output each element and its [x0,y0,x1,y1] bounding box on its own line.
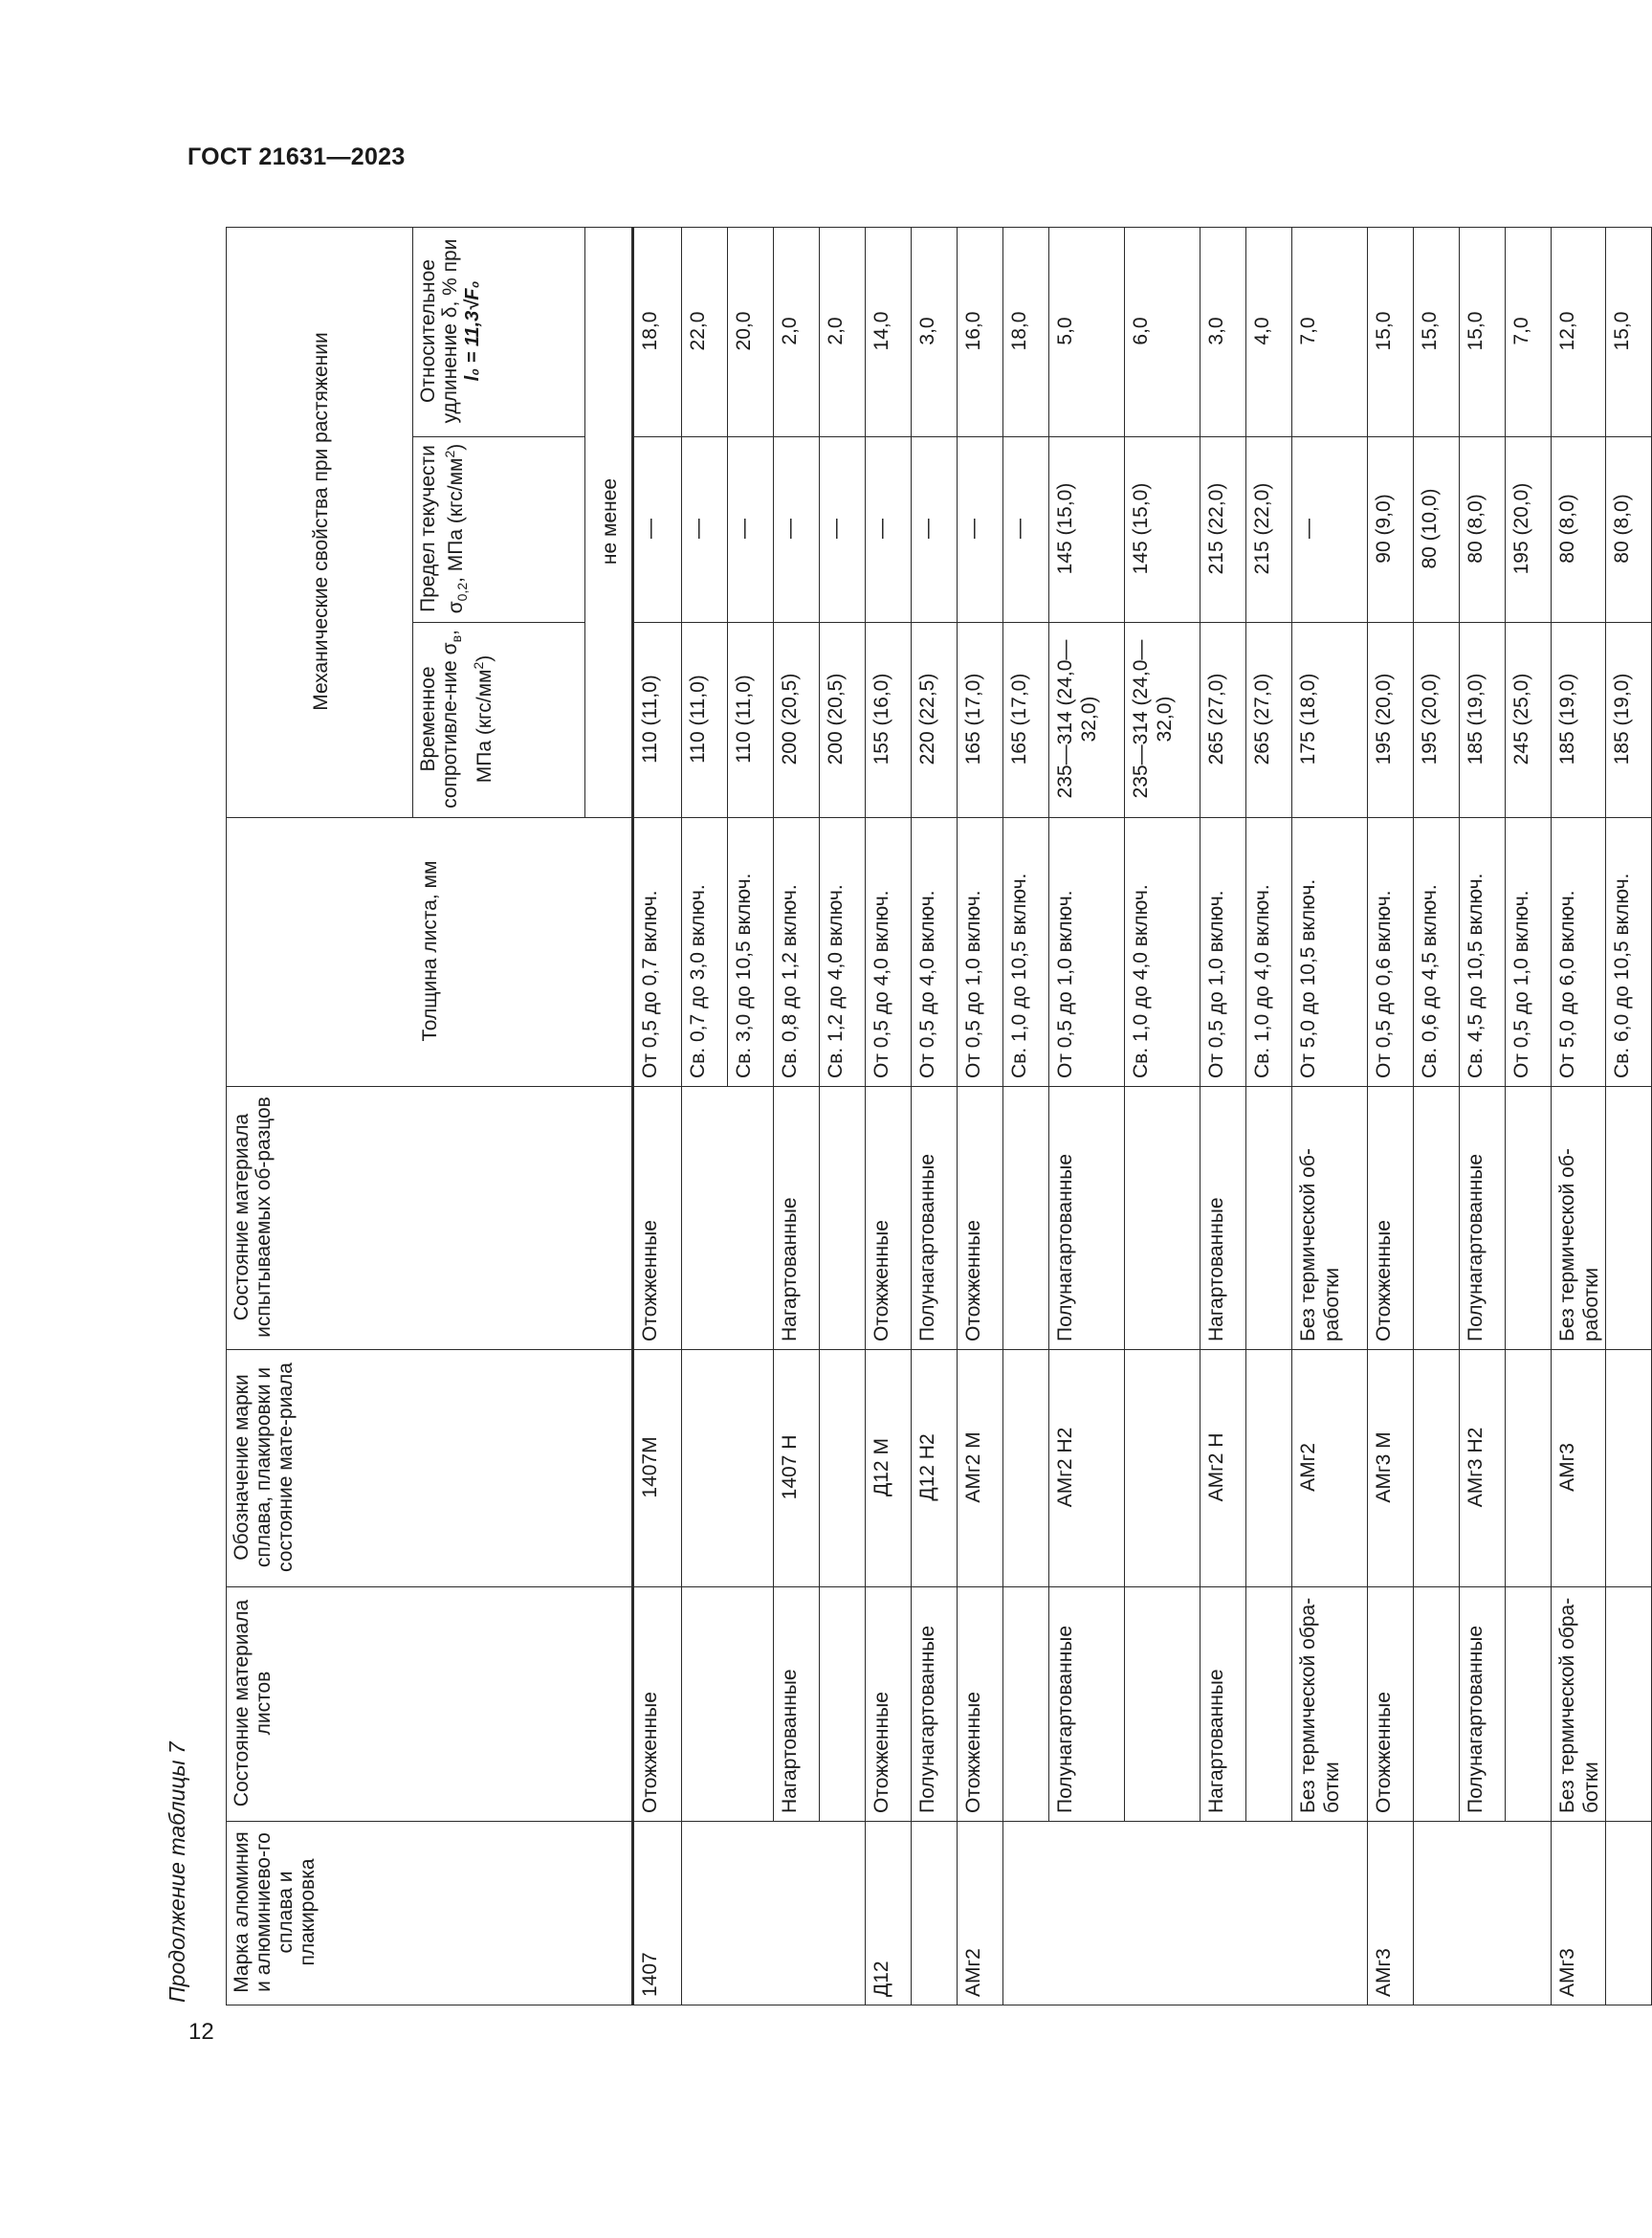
tensile-cell: 195 (20,0) [1368,623,1414,818]
sheet-state-cell: Отожженные [1368,1587,1414,1822]
yield-cell: — [820,437,866,623]
thickness-cell: От 0,5 до 1,0 включ. [1049,818,1125,1087]
yield-cell: 145 (15,0) [1125,437,1200,623]
tensile-cell: 235—314 (24,0—32,0) [1049,623,1125,818]
elongation-cell: 3,0 [912,227,958,436]
table-row [1506,227,1552,2005]
yield-cell: 215 (22,0) [1200,437,1246,623]
grade-cell [1460,1822,1506,2005]
grade-cell [728,1822,774,2005]
col-header-sample-state: Состояние материала испытываемых об-разцов [227,1087,633,1350]
grade-cell: Д12 [866,1822,912,2005]
col-header-thickness: Толщина листа, мм [227,818,633,1087]
table-row [820,227,866,2005]
sheet-state-cell: Полунагартованные [1460,1587,1506,1822]
thickness-cell: От 5,0 до 10,5 включ. [1292,818,1368,1087]
designation-cell: АМг3 М [1368,1350,1414,1587]
sheet-state-cell: Нагартованные [774,1587,820,1822]
table-row [1368,227,1414,2005]
sample-state-cell: Без термической об-работки [1292,1087,1368,1350]
tensile-cell: 265 (27,0) [1200,623,1246,818]
yield-cell: — [774,437,820,623]
sheet-state-cell [1414,1587,1460,1822]
designation-cell [820,1350,866,1587]
thickness-cell: Св. 0,8 до 1,2 включ. [774,818,820,1087]
thickness-cell: Св. 3,0 до 10,5 включ. [728,818,774,1087]
tensile-cell: 235—314 (24,0—32,0) [1125,623,1200,818]
elongation-cell: 5,0 [1049,227,1125,436]
sheet-state-cell: Полунагартованные [912,1587,958,1822]
table-caption: Продолжение таблицы 7 [165,1741,189,2003]
sheet-state-cell [682,1587,728,1822]
grade-cell: АМг2 [958,1822,1003,2005]
sheet-state-cell [1246,1587,1292,1822]
tensile-cell: 265 (27,0) [1246,623,1292,818]
table-row [1292,227,1368,2005]
designation-cell: 1407М [633,1350,682,1587]
tensile-cell: 110 (11,0) [633,623,682,818]
tensile-cell: 165 (17,0) [1003,623,1049,818]
designation-cell [1606,1350,1652,1587]
yield-cell: 80 (8,0) [1606,437,1652,623]
yield-cell: 80 (10,0) [1414,437,1460,623]
sheet-state-cell [820,1587,866,1822]
designation-cell [1506,1350,1552,1587]
thickness-cell: Св. 1,0 до 10,5 включ. [1003,818,1049,1087]
designation-cell [1125,1350,1200,1587]
sheet-state-cell [1506,1587,1552,1822]
thickness-cell: Св. 4,5 до 10,5 включ. [1460,818,1506,1087]
document-title: ГОСТ 21631—2023 [187,144,406,170]
designation-cell: Д12 Н2 [912,1350,958,1587]
elongation-cell: 18,0 [1003,227,1049,436]
elongation-cell: 15,0 [1606,227,1652,436]
sample-state-cell [1414,1087,1460,1350]
elongation-formula: l₀ = 11,3√F₀ [462,280,483,382]
grade-cell [1414,1822,1460,2005]
thickness-cell: От 0,5 до 4,0 включ. [866,818,912,1087]
yield-cell: — [866,437,912,623]
designation-cell [728,1350,774,1587]
yield-cell: 195 (20,0) [1506,437,1552,623]
sample-state-cell: Полунагартованные [1460,1087,1506,1350]
elongation-cell: 7,0 [1292,227,1368,436]
col-header-yield: Предел текучести $\sigma_{0,2}$, МПа $(кгс/мм^2)$ [413,437,585,623]
sample-state-cell [1606,1087,1652,1350]
elongation-cell: 6,0 [1125,227,1200,436]
table-row [1246,227,1292,2005]
tensile-cell: 200 (20,5) [774,623,820,818]
tensile-cell: 245 (25,0) [1506,623,1552,818]
sample-state-cell [728,1087,774,1350]
not-less-label: не менее [585,227,633,817]
grade-cell [1003,1822,1049,2005]
tensile-cell: 175 (18,0) [1292,623,1368,818]
thickness-cell: Св. 6,0 до 10,5 включ. [1606,818,1652,1087]
thickness-cell: Св. 0,7 до 3,0 включ. [682,818,728,1087]
grade-cell: 1407 [633,1822,682,2005]
sheet-state-cell: Отожженные [866,1587,912,1822]
sheet-state-cell: Без термической обра-ботки [1292,1587,1368,1822]
tensile-cell: 155 (16,0) [866,623,912,818]
elongation-cell: 20,0 [728,227,774,436]
table-row [1552,227,1606,2005]
sheet-state-cell: Отожженные [633,1587,682,1822]
rotated-table-wrapper [226,228,1633,2005]
table-row [1414,227,1460,2005]
sheet-state-cell [728,1587,774,1822]
designation-cell [1414,1350,1460,1587]
elongation-cell: 2,0 [820,227,866,436]
sheet-state-cell [1003,1587,1049,1822]
sample-state-cell [682,1087,728,1350]
tensile-cell: 195 (20,0) [1414,623,1460,818]
yield-cell: — [633,437,682,623]
yield-cell: 80 (8,0) [1460,437,1506,623]
col-header-designation: Обозначение марки сплава, плакировки и состояние мате-риала [227,1350,633,1587]
sample-state-cell [1125,1087,1200,1350]
yield-cell: — [682,437,728,623]
sheet-state-cell: Без термической обра-ботки [1552,1587,1606,1822]
designation-cell [1003,1350,1049,1587]
elongation-cell: 7,0 [1506,227,1552,436]
elongation-cell: 2,0 [774,227,820,436]
col-header-grade: Марка алюминия и алюминиево-го сплава и плакировка [227,1822,633,2005]
sample-state-cell: Нагартованные [774,1087,820,1350]
thickness-cell: Св. 1,0 до 4,0 включ. [1246,818,1292,1087]
thickness-cell: Св. 1,2 до 4,0 включ. [820,818,866,1087]
grade-cell [1292,1822,1368,2005]
designation-cell: 1407 Н [774,1350,820,1587]
sample-state-cell [1506,1087,1552,1350]
grade-cell [820,1822,866,2005]
tensile-cell: 185 (19,0) [1460,623,1506,818]
sample-state-cell [1003,1087,1049,1350]
header-row [227,227,413,2005]
designation-cell [682,1350,728,1587]
designation-cell [1246,1350,1292,1587]
sample-state-cell: Отожженные [958,1087,1003,1350]
sample-state-cell: Полунагартованные [912,1087,958,1350]
elongation-cell: 22,0 [682,227,728,436]
grade-cell [1200,1822,1246,2005]
sample-state-cell [1246,1087,1292,1350]
table-row [1606,227,1652,2005]
grade-cell: АМг3 [1368,1822,1414,2005]
thickness-cell: Св. 0,6 до 4,5 включ. [1414,818,1460,1087]
tensile-cell: 185 (19,0) [1552,623,1606,818]
tensile-cell: 110 (11,0) [682,623,728,818]
sample-state-cell: Отожженные [1368,1087,1414,1350]
elongation-cell: 14,0 [866,227,912,436]
designation-cell: АМг2 [1292,1350,1368,1587]
elongation-cell: 3,0 [1200,227,1246,436]
yield-cell: — [912,437,958,623]
sheet-state-cell: Полунагартованные [1049,1587,1125,1822]
table-row [958,227,1003,2005]
sample-state-cell: Отожженные [633,1087,682,1350]
yield-cell: 145 (15,0) [1049,437,1125,623]
yield-cell: — [1003,437,1049,623]
table-row [912,227,958,2005]
col-header-tensile: Временное сопротивле-ние $\sigma_в$, МПа $(кгс/мм^2)$ [413,623,585,818]
designation-cell: АМг2 Н [1200,1350,1246,1587]
designation-cell: АМг3 Н2 [1460,1350,1506,1587]
thickness-cell: От 0,5 до 4,0 включ. [912,818,958,1087]
thickness-cell: От 5,0 до 6,0 включ. [1552,818,1606,1087]
grade-cell [774,1822,820,2005]
table-row [774,227,820,2005]
sample-state-cell: Отожженные [866,1087,912,1350]
thickness-cell: От 0,5 до 0,6 включ. [1368,818,1414,1087]
elongation-cell: 16,0 [958,227,1003,436]
designation-cell: Д12 М [866,1350,912,1587]
designation-cell: АМг2 М [958,1350,1003,1587]
elongation-cell: 18,0 [633,227,682,436]
table-row [1200,227,1246,2005]
tensile-cell: 200 (20,5) [820,623,866,818]
page-number: 12 [188,2019,214,2045]
elongation-cell: 4,0 [1246,227,1292,436]
grade-cell [1049,1822,1125,2005]
yield-cell: — [958,437,1003,623]
grade-cell [1246,1822,1292,2005]
table-row [1460,227,1506,2005]
sample-state-cell: Полунагартованные [1049,1087,1125,1350]
grade-cell [1506,1822,1552,2005]
table-row [1125,227,1200,2005]
designation-cell: АМг2 Н2 [1049,1350,1125,1587]
table-row [866,227,912,2005]
yield-cell: — [1292,437,1368,623]
yield-cell: — [728,437,774,623]
elongation-cell: 15,0 [1368,227,1414,436]
thickness-cell: От 0,5 до 1,0 включ. [1200,818,1246,1087]
grade-cell [912,1822,958,2005]
table-row [633,227,682,2005]
tensile-cell: 165 (17,0) [958,623,1003,818]
table-row [728,227,774,2005]
yield-cell: 90 (9,0) [1368,437,1414,623]
tensile-cell: 110 (11,0) [728,623,774,818]
table-row [1049,227,1125,2005]
properties-table [226,227,1652,2005]
col-header-elongation: Относительное удлинение δ, % при l₀ = 11,3√F₀ [413,227,585,436]
tensile-cell: 185 (19,0) [1606,623,1652,818]
thickness-cell: От 0,5 до 1,0 включ. [958,818,1003,1087]
designation-cell: АМг3 [1552,1350,1606,1587]
sheet-state-cell: Нагартованные [1200,1587,1246,1822]
table-row [682,227,728,2005]
elongation-cell: 15,0 [1460,227,1506,436]
sheet-state-cell: Отожженные [958,1587,1003,1822]
elongation-cell: 15,0 [1414,227,1460,436]
col-header-mech-group: Механические свойства при растяжении [227,227,413,817]
yield-cell: 80 (8,0) [1552,437,1606,623]
elongation-cell: 12,0 [1552,227,1606,436]
grade-cell [682,1822,728,2005]
yield-cell: 215 (22,0) [1246,437,1292,623]
thickness-cell: От 0,5 до 0,7 включ. [633,818,682,1087]
grade-cell [1606,1822,1652,2005]
thickness-cell: От 0,5 до 1,0 включ. [1506,818,1552,1087]
thickness-cell: Св. 1,0 до 4,0 включ. [1125,818,1200,1087]
tensile-cell: 220 (22,5) [912,623,958,818]
sample-state-cell: Нагартованные [1200,1087,1246,1350]
sample-state-cell: Без термической об-работки [1552,1087,1606,1350]
sample-state-cell [820,1087,866,1350]
sheet-state-cell [1125,1587,1200,1822]
grade-cell: АМг3 [1552,1822,1606,2005]
table-row [1003,227,1049,2005]
sheet-state-cell [1606,1587,1652,1822]
grade-cell [1125,1822,1200,2005]
col-header-sheet-state: Состояние материала листов [227,1587,633,1822]
